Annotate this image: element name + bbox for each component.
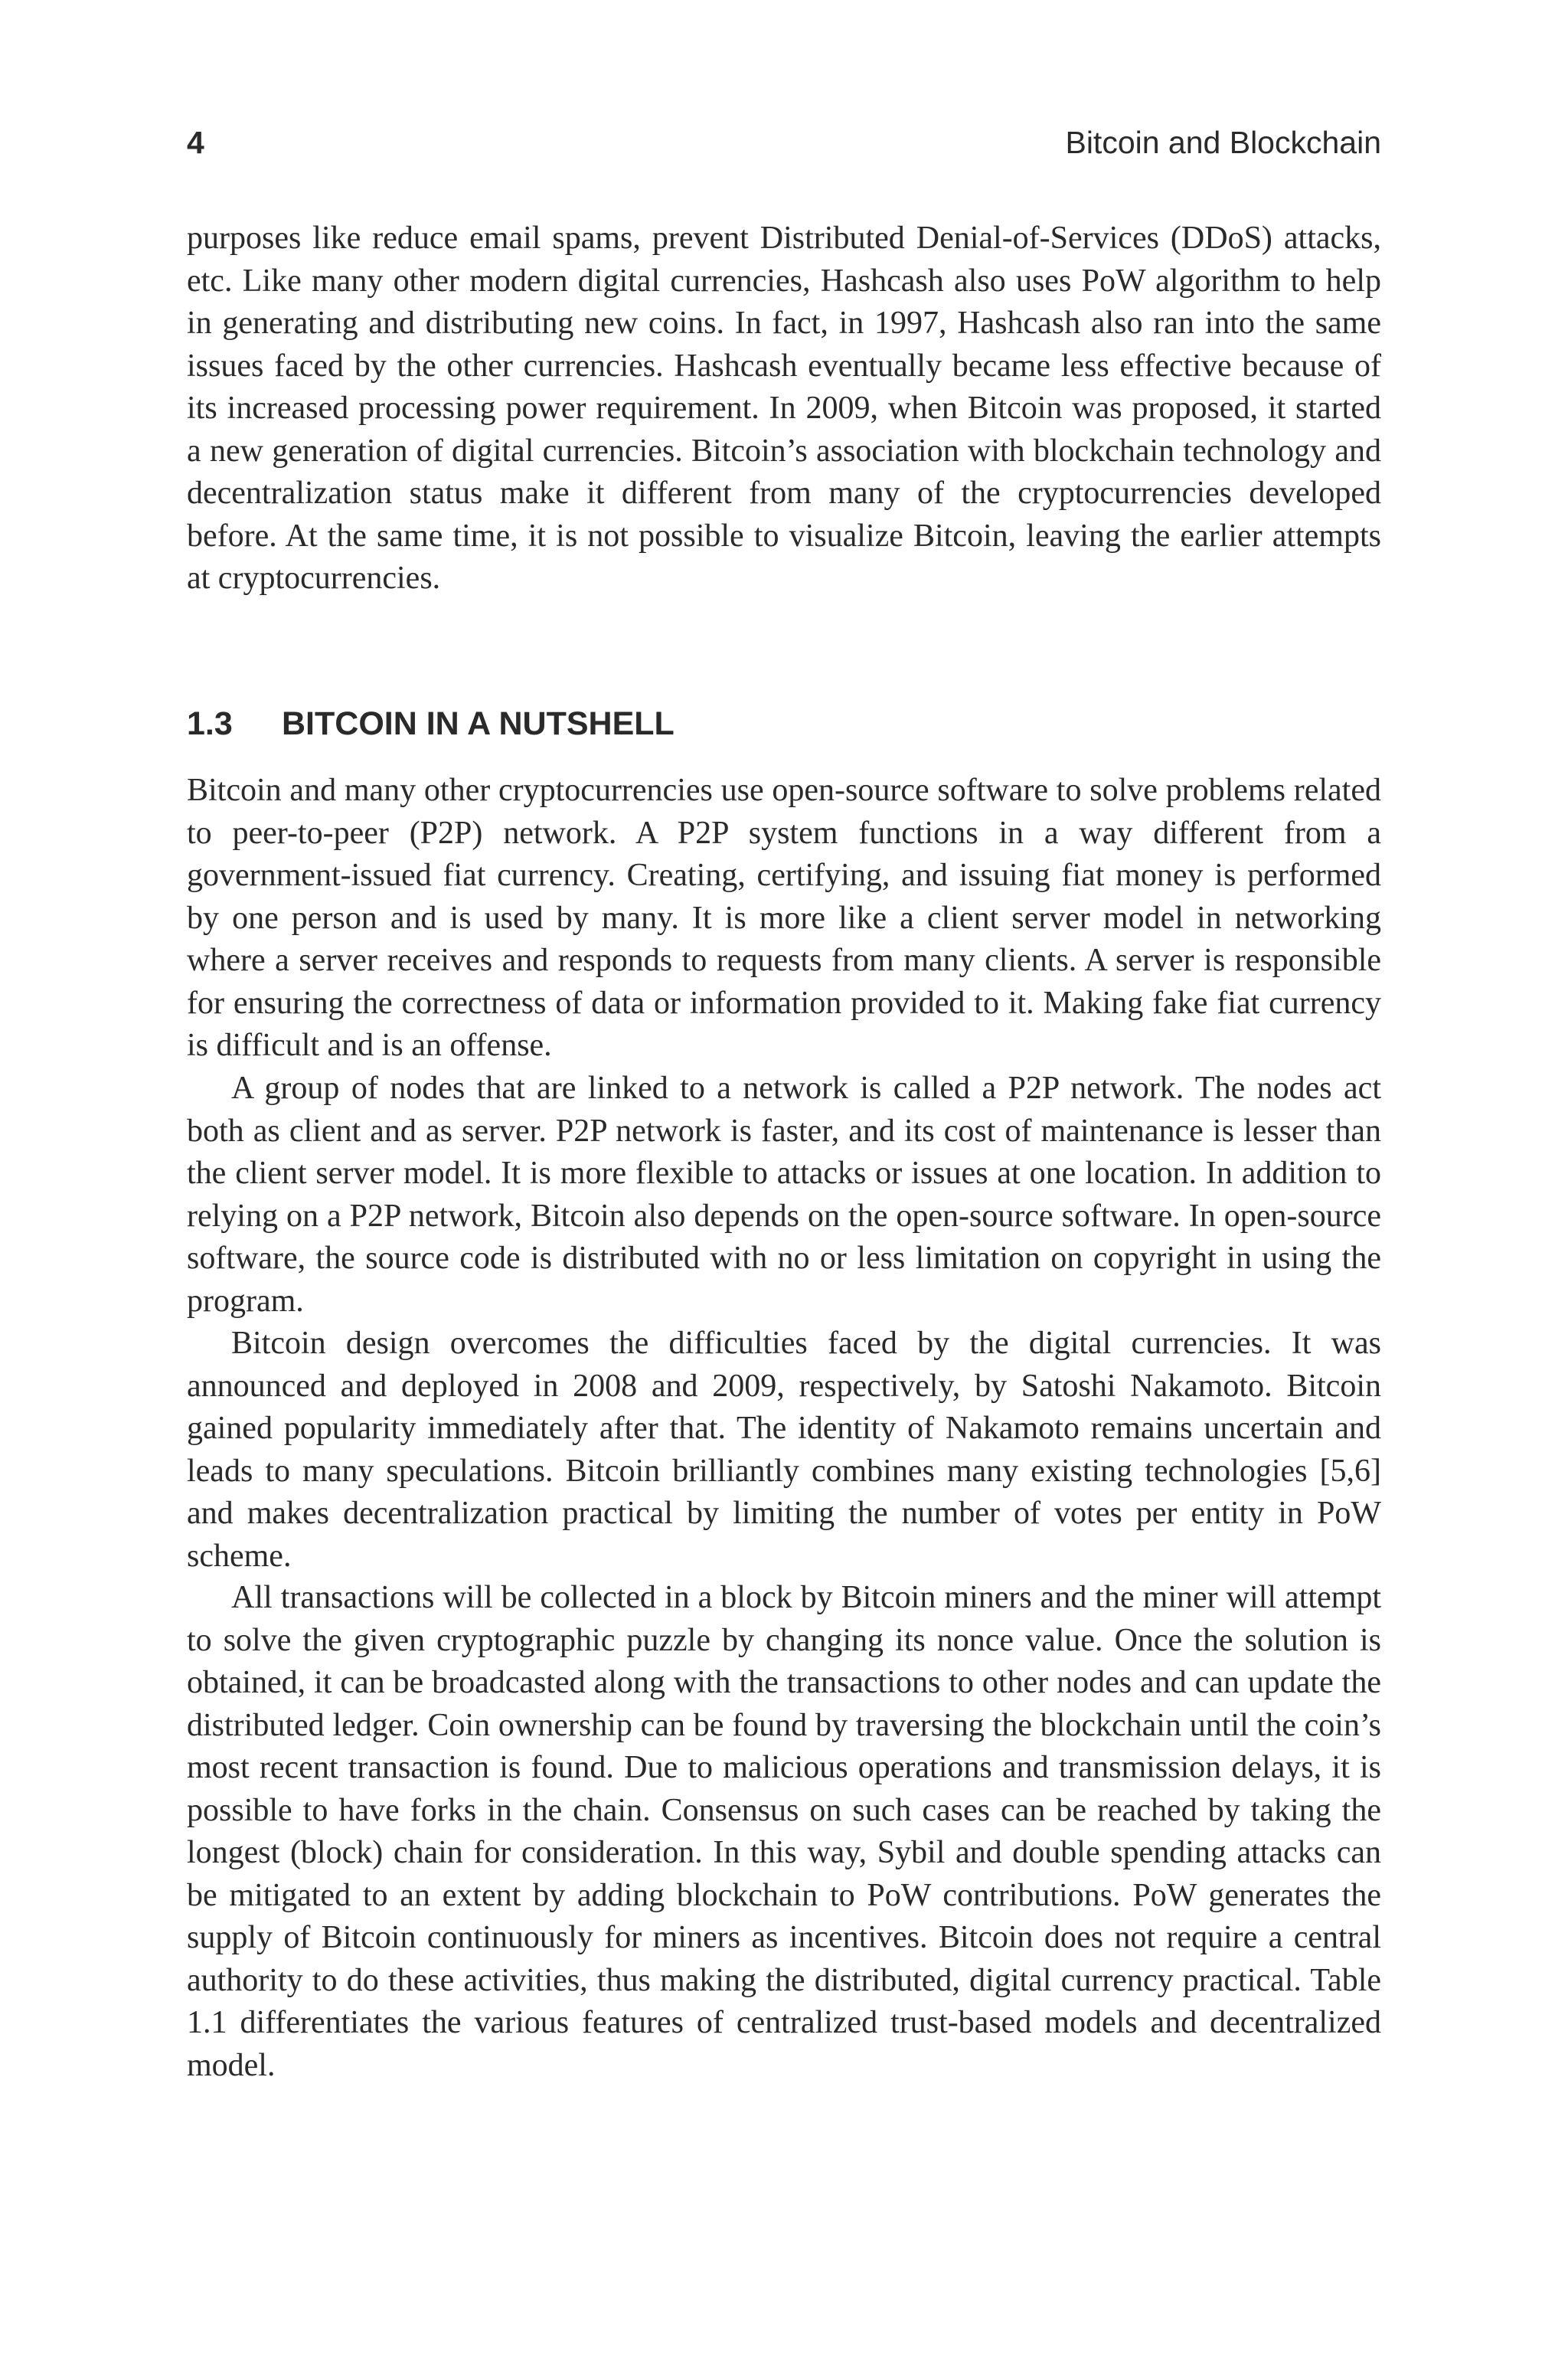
paragraph-transactions: All transactions will be collected in a block by Bitcoin miners and the miner will attempt to solve the given cryptographic puzzle by changing its nonce value. Once the solution is obtained, it can be broadcasted along with the transactions to other nodes and can update the distributed ledger. Coin ownership can be found by traversing the blockchain until the coin’s most recent transaction is found. Due to malicious operations and transmission delays, it is possible to have forks in the chain. Consensus on such cases can be reached by taking the longest (block) chain for consideration. In this way, Sybil and double spending attacks can be mitigated to an extent by adding blockchain to PoW contributions. PoW generates the supply of Bitcoin continuously for miners as incentives. Bitcoin does not require a central authority to do these activities, thus making the distributed, digital currency practical. Table 1.1 differentiates the various features of centralized trust-based models and decentralized model. [187, 1580, 1381, 2083]
page-number: 4 [187, 125, 204, 160]
section-title: BITCOIN IN A NUTSHELL [282, 705, 675, 742]
running-header [187, 121, 1381, 164]
paragraph-p2p-network: A group of nodes that are linked to a network is called a P2P network. The nodes act both as client and as server. P2P network is faster, and its cost of maintenance is lesser than the client server model. It is more flexible to attacks or issues at one location. In addition to relying on a P2P network, Bitcoin also depends on the open-source software. In open-source software, the source code is distributed with no or less limitation on copyright in using the program. [187, 1071, 1381, 1319]
section-heading [187, 702, 1381, 745]
section-number: 1.3 [187, 705, 233, 742]
running-title: Bitcoin and Blockchain [1065, 125, 1381, 160]
intro-paragraph: purposes like reduce email spams, prevent Distributed Denial-of-Services (DDoS) attacks, etc. Like many other modern digital currencies, Hashcash also uses PoW algorithm to help in generating and distributing new coins. In fact, in 1997, Hashcash also ran into the same issues faced by the other currencies. Hashcash eventually became less effective because of its increased processing power requirement. In 2009, when Bitcoin was proposed, it started a new generation of digital currencies. Bitcoin’s association with blockchain technology and decentralization status make it different from many of the cryptocurrencies developed before. At the same time, it is not possible to visualize Bitcoin, leaving the earlier attempts at cryptocurrencies. [187, 221, 1381, 596]
paragraph-p2p-software: Bitcoin and many other cryptocurrencies use open-source software to solve problems related to peer-to-peer (P2P) network. A P2P system functions in a way different from a government-issued fiat currency. Creating, certifying, and issuing fiat money is performed by one person and is used by many. It is more like a client server model in networking where a server receives and responds to requests from many clients. A server is responsible for ensuring the correctness of data or information provided to it. Making fake fiat currency is difficult and is an offense. [187, 773, 1381, 1063]
paragraph-bitcoin-design: Bitcoin design overcomes the difficulties faced by the digital currencies. It was announced and deployed in 2008 and 2009, respectively, by Satoshi Nakamoto. Bitcoin gained popularity immediately after that. The identity of Nakamoto remains uncertain and leads to many speculations. Bitcoin brilliantly combines many existing technologies [5,6] and makes decentralization practical by limiting the number of votes per entity in PoW scheme. [187, 1326, 1381, 1574]
